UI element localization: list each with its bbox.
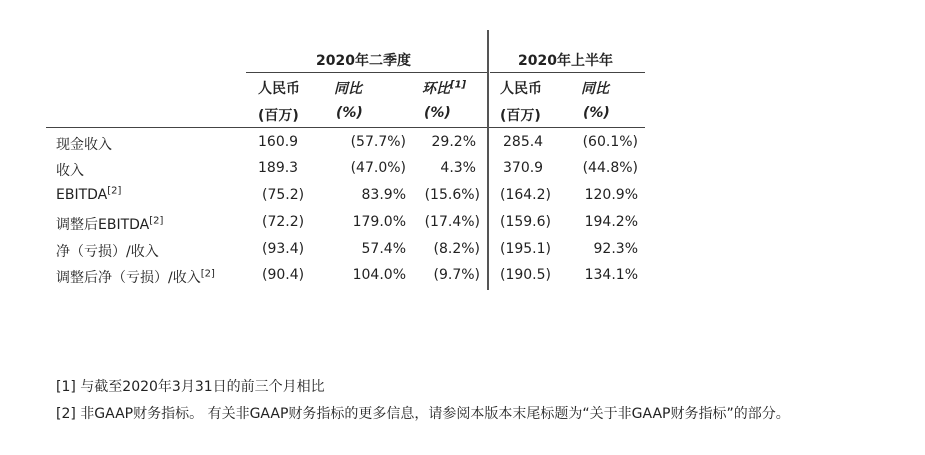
cell-h1-yoy: 120.9%: [584, 187, 638, 203]
col-header-q2-qoq: [422, 78, 466, 98]
cell-q2-yoy: (57.7%): [350, 134, 406, 150]
row-label-text: 调整后净（亏损）/收入: [56, 270, 201, 286]
col-unit-q2-qoq: (%): [424, 105, 451, 121]
footnote-2: [2] 非GAAP财务指标。 有关非GAAP财务指标的更多信息，请参阅本版本末尾标题为“关于非GAAP财务指标”的部分。: [56, 406, 790, 422]
cell-q2-rmb: (72.2): [262, 214, 305, 230]
col-header-q2-yoy: 同比: [334, 81, 362, 97]
cell-h1-rmb: (164.2): [500, 187, 552, 203]
cell-q2-yoy: 83.9%: [361, 187, 406, 203]
cell-h1-yoy: 134.1%: [584, 267, 638, 283]
group-header-q2: 2020年二季度: [316, 53, 411, 69]
cell-q2-qoq: (17.4%): [424, 214, 480, 230]
cell-h1-yoy: (60.1%): [582, 134, 638, 150]
cell-h1-rmb: (195.1): [500, 241, 552, 257]
cell-h1-yoy: 194.2%: [584, 214, 638, 230]
footnote-ref: [2]: [149, 215, 164, 227]
cell-q2-yoy: (47.0%): [350, 160, 406, 176]
cell-h1-rmb: 285.4: [503, 134, 544, 150]
cell-q2-yoy: 57.4%: [361, 241, 406, 257]
cell-q2-rmb: (75.2): [262, 187, 305, 203]
section-divider: [487, 30, 489, 290]
header-rule-q2: [246, 72, 487, 73]
row-label-text: 调整后EBITDA: [56, 217, 150, 233]
footnote-1: [1] 与截至2020年3月31日的前三个月相比: [56, 379, 325, 395]
col-header-q2-qoq-footnote-ref: [1]: [450, 79, 467, 91]
cell-h1-rmb: (190.5): [500, 267, 552, 283]
row-label-adj-net: [56, 267, 215, 287]
cell-q2-yoy: 179.0%: [352, 214, 406, 230]
cell-q2-qoq: (15.6%): [424, 187, 480, 203]
table-header-rule: [46, 127, 645, 128]
cell-q2-qoq: 29.2%: [431, 134, 476, 150]
header-rule-h1: [490, 72, 645, 73]
col-unit-q2-yoy: (%): [336, 105, 363, 121]
col-header-h1-rmb: 人民币: [500, 81, 542, 97]
group-header-h1: 2020年上半年: [518, 53, 613, 69]
cell-q2-rmb: 160.9: [258, 134, 299, 150]
row-label: 收入: [56, 163, 84, 179]
row-label-ebitda: [56, 187, 121, 203]
cell-q2-rmb: (93.4): [262, 241, 305, 257]
row-label: 净（亏损）/收入: [56, 244, 159, 260]
cell-h1-rmb: 370.9: [503, 160, 544, 176]
cell-q2-yoy: 104.0%: [352, 267, 406, 283]
cell-h1-rmb: (159.6): [500, 214, 552, 230]
col-unit-h1-rmb: (百万): [500, 108, 541, 124]
cell-q2-rmb: (90.4): [262, 267, 305, 283]
col-unit-h1-yoy: (%): [583, 105, 610, 121]
col-unit-q2-rmb: (百万): [258, 108, 299, 124]
cell-h1-yoy: (44.8%): [582, 160, 638, 176]
row-label: 现金收入: [56, 137, 112, 153]
row-label-text: EBITDA: [56, 187, 108, 203]
cell-q2-qoq: (9.7%): [433, 267, 480, 283]
footnote-ref: [2]: [200, 268, 215, 280]
col-header-q2-qoq-label: 环比: [422, 81, 450, 97]
footnote-ref: [2]: [107, 185, 122, 197]
cell-q2-qoq: 4.3%: [440, 160, 476, 176]
cell-q2-rmb: 189.3: [258, 160, 299, 176]
cell-h1-yoy: 92.3%: [593, 241, 638, 257]
cell-q2-qoq: (8.2%): [433, 241, 480, 257]
col-header-h1-yoy: 同比: [581, 81, 609, 97]
col-header-q2-rmb: 人民币: [258, 81, 300, 97]
row-label-adj-ebitda: [56, 214, 163, 234]
